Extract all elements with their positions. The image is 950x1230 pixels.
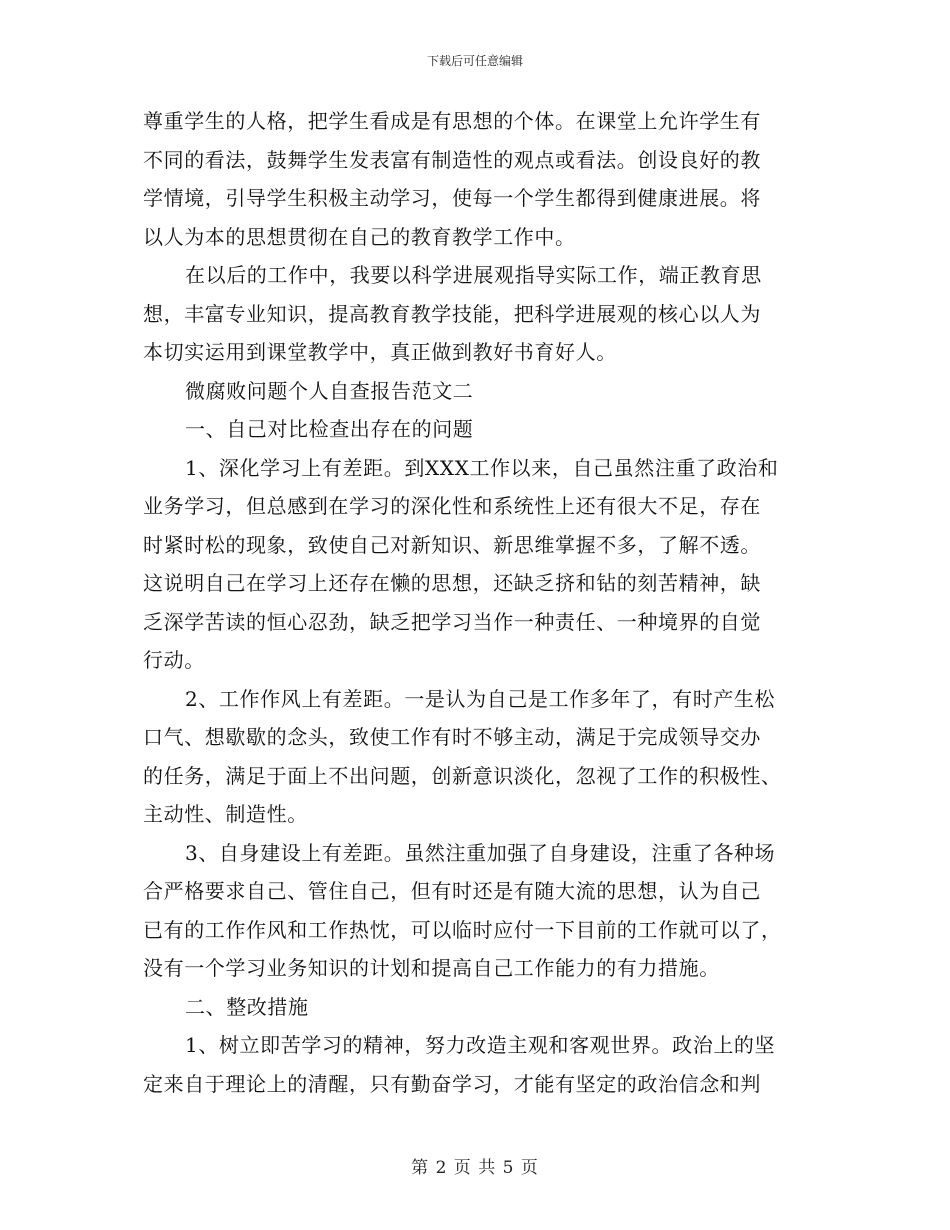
- text-line: 合严格要求自己、管住自己，但有时还是有随大流的思想，认为自己: [143, 879, 761, 903]
- text-line: 主动性、制造性。: [143, 802, 308, 826]
- page-header: 下载后可任意编辑: [426, 54, 523, 68]
- paragraph-start-line: 3、自身建设上有差距。虽然注重加强了自身建设，注重了各种场: [185, 840, 776, 865]
- text-line: 尊重学生的人格，把学生看成是有思想的个体。在课堂上允许学生有: [143, 109, 761, 133]
- text-line: 口气、想歇歇的念头，致使工作有时不够主动，满足于完成领导交办: [143, 725, 761, 749]
- paragraph-start-line: 1、深化学习上有差距。到XXX工作以来，自己虽然注重了政治和: [185, 455, 779, 480]
- text-line: 不同的看法，鼓舞学生发表富有制造性的观点或看法。创设良好的教: [143, 147, 761, 172]
- page-number-footer: 第 2 页 共 5 页: [411, 1158, 539, 1178]
- text-line: 乏深学苦读的恒心忍劲，缺乏把学习当作一种责任、一种境界的自觉: [143, 609, 761, 634]
- text-line: 时紧时松的现象，致使自己对新知识、新思维掌握不多，了解不透。: [143, 532, 761, 557]
- text-line: 没有一个学习业务知识的计划和提高自己工作能力的有力措施。: [143, 956, 720, 980]
- text-line: 学情境，引导学生积极主动学习，使每一个学生都得到健康进展。将: [143, 186, 761, 210]
- text-line: 行动。: [143, 648, 205, 672]
- section-heading: 二、整改措施: [185, 994, 309, 1019]
- text-line: 本切实运用到课堂教学中，真正做到教好书育好人。: [143, 340, 617, 364]
- document-body: [143, 102, 803, 1103]
- paragraph-start-line: 1、树立即苦学习的精神，努力改造主观和客观世界。政治上的坚: [185, 1033, 776, 1057]
- section-title: 微腐败问题个人自查报告范文二: [185, 378, 474, 403]
- text-line: 这说明自己在学习上还存在懒的思想，还缺乏挤和钻的刻苦精神，缺: [143, 571, 761, 595]
- text-line: 已有的工作作风和工作热忱，可以临时应付一下目前的工作就可以了，: [143, 917, 782, 942]
- text-line: 想，丰富专业知识，提高教育教学技能，把科学进展观的核心以人为: [143, 301, 761, 326]
- paragraph-start-line: 在以后的工作中，我要以科学进展观指导实际工作，端正教育思: [185, 263, 762, 287]
- section-heading: 一、自己对比检查出存在的问题: [185, 417, 474, 441]
- text-line: 定来自于理论上的清醒，只有勤奋学习，才能有坚定的政治信念和判: [143, 1071, 761, 1096]
- text-line: 的任务，满足于面上不出问题，创新意识淡化，忽视了工作的积极性、: [143, 763, 782, 788]
- text-line: 以人为本的思想贯彻在自己的教育教学工作中。: [143, 224, 576, 249]
- paragraph-start-line: 2、工作作风上有差距。一是认为自己是工作多年了，有时产生松: [185, 686, 776, 711]
- text-line: 业务学习，但总感到在学习的深化性和系统性上还有很大不足，存在: [143, 494, 761, 518]
